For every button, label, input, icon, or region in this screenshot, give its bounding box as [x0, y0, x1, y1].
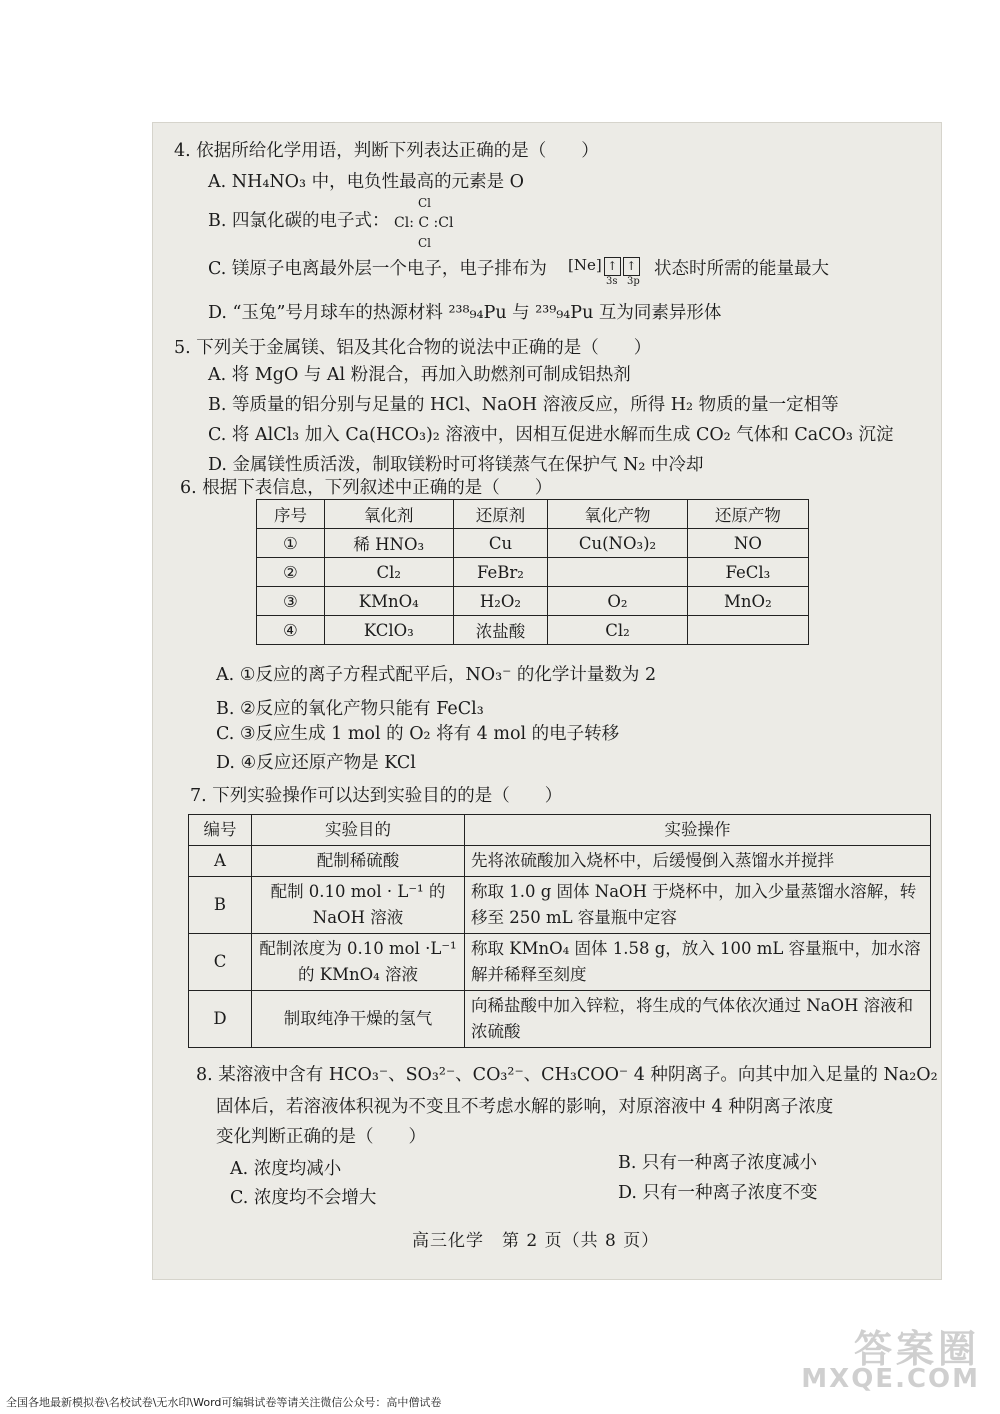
table-cell: KMnO₄	[324, 587, 453, 616]
q8-line-3: 变化判断正确的是（ ）	[216, 1127, 426, 1147]
table-cell: 配制 0.10 mol · L⁻¹ 的 NaOH 溶液	[252, 877, 465, 934]
watermark-site: MXQE.COM	[801, 1364, 980, 1394]
table-cell: ③	[257, 587, 325, 616]
watermark-logo: 答案圈	[853, 1327, 980, 1371]
q8-option-b: B. 只有一种离子浓度减小	[618, 1153, 817, 1173]
orbital-3s-box: ↑	[604, 257, 621, 276]
q8-option-d: D. 只有一种离子浓度不变	[618, 1183, 818, 1203]
bottom-note: 全国各地最新模拟卷\名校试卷\无水印\Word可编辑试卷等请关注微信公众号：高中僧试卷	[6, 1396, 442, 1409]
table-cell: Cl₂	[548, 616, 688, 645]
q4-c-ne: [Ne]	[568, 256, 602, 274]
q6-table	[256, 499, 809, 645]
q8-option-a: A. 浓度均减小	[230, 1159, 342, 1179]
table-cell	[687, 616, 808, 645]
q7-header-cell: 实验操作	[465, 815, 931, 846]
q5-stem: 5. 下列关于金属镁、铝及其化合物的说法中正确的是（ ）	[174, 338, 652, 358]
table-cell: MnO₂	[687, 587, 808, 616]
table-cell: 称取 KMnO₄ 固体 1.58 g，放入 100 mL 容量瓶中，加水溶解并稀释至刻度	[465, 934, 931, 991]
orbital-3p-label: 3p	[627, 276, 640, 287]
table-row	[257, 587, 809, 616]
q8-line-1: 8. 某溶液中含有 HCO₃⁻、SO₃²⁻、CO₃²⁻、CH₃COO⁻ 4 种阴离子。向其中加入足量的 Na₂O₂	[196, 1065, 938, 1085]
table-cell: B	[189, 877, 252, 934]
table-cell: NO	[687, 529, 808, 558]
table-cell: 配制稀硫酸	[252, 846, 465, 877]
table-cell: 称取 1.0 g 固体 NaOH 于烧杯中，加入少量蒸馏水溶解，转移至 250 mL 容量瓶中定容	[465, 877, 931, 934]
table-row	[257, 558, 809, 587]
q4-option-a: A. NH₄NO₃ 中，电负性最高的元素是 O	[208, 172, 524, 192]
table-cell: C	[189, 934, 252, 991]
q6-header-cell: 氧化产物	[548, 500, 688, 529]
table-cell: 配制浓度为 0.10 mol ·L⁻¹ 的 KMnO₄ 溶液	[252, 934, 465, 991]
q5-option-b: B. 等质量的铝分别与足量的 HCl、NaOH 溶液反应，所得 H₂ 物质的量一定相等	[208, 395, 839, 415]
table-cell: FeCl₃	[687, 558, 808, 587]
table-cell	[548, 558, 688, 587]
table-cell: Cu	[453, 529, 548, 558]
table-row	[189, 991, 931, 1048]
page-footer: 高三化学 第 2 页（共 8 页）	[412, 1231, 660, 1251]
q8-line-2: 固体后，若溶液体积视为不变且不考虑水解的影响，对原溶液中 4 种阴离子浓度	[216, 1097, 834, 1117]
orbital-3s-label: 3s	[606, 276, 618, 287]
q5-option-a: A. 将 MgO 与 Al 粉混合，再加入助燃剂可制成铝热剂	[208, 365, 631, 385]
table-row	[257, 529, 809, 558]
q4-option-b-formula: Cl: C :Cl	[394, 215, 454, 231]
table-cell: H₂O₂	[453, 587, 548, 616]
q5-option-d: D. 金属镁性质活泼，制取镁粉时可将镁蒸气在保护气 N₂ 中冷却	[208, 455, 704, 475]
q4-option-c-suffix: 状态时所需的能量最大	[654, 259, 829, 279]
q6-header-cell: 氧化剂	[324, 500, 453, 529]
q7-table	[188, 814, 931, 1048]
table-cell: Cl₂	[324, 558, 453, 587]
table-cell: Cu(NO₃)₂	[548, 529, 688, 558]
table-cell: FeBr₂	[453, 558, 548, 587]
q6-option-c: C. ③反应生成 1 mol 的 O₂ 将有 4 mol 的电子转移	[216, 724, 620, 744]
q7-header-cell: 实验目的	[252, 815, 465, 846]
table-row	[257, 616, 809, 645]
table-row	[189, 877, 931, 934]
orbital-3p-box: ↑	[623, 257, 640, 276]
table-cell: ④	[257, 616, 325, 645]
q6-stem: 6. 根据下表信息，下列叙述中正确的是（ ）	[180, 478, 553, 498]
table-cell: 制取纯净干燥的氢气	[252, 991, 465, 1048]
q4-b-cl-top: Cl	[418, 196, 432, 210]
q6-option-a: A. ①反应的离子方程式配平后，NO₃⁻ 的化学计量数为 2	[216, 665, 657, 685]
q6-table-header	[257, 500, 809, 529]
q7-stem: 7. 下列实验操作可以达到实验目的的是（ ）	[190, 786, 563, 806]
q4-option-c-diagram	[568, 254, 640, 276]
table-row	[189, 846, 931, 877]
q8-option-c: C. 浓度均不会增大	[230, 1188, 377, 1208]
q7-header-cell: 编号	[189, 815, 252, 846]
q5-option-c: C. 将 AlCl₃ 加入 Ca(HCO₃)₂ 溶液中，因相互促进水解而生成 CO₂ 气体和 CaCO₃ 沉淀	[208, 425, 894, 445]
table-cell: 向稀盐酸中加入锌粒，将生成的气体依次通过 NaOH 溶液和浓硫酸	[465, 991, 931, 1048]
q7-table-header	[189, 815, 931, 846]
table-cell: 稀 HNO₃	[324, 529, 453, 558]
table-cell: KClO₃	[324, 616, 453, 645]
q6-option-d: D. ④反应还原产物是 KCl	[216, 753, 416, 773]
q4-option-c-prefix: C. 镁原子电离最外层一个电子，电子排布为	[208, 259, 547, 279]
q6-header-cell: 还原剂	[453, 500, 548, 529]
table-cell: D	[189, 991, 252, 1048]
table-row	[189, 934, 931, 991]
q4-option-b-prefix: B. 四氯化碳的电子式：	[208, 211, 390, 231]
table-cell: ①	[257, 529, 325, 558]
table-cell: 先将浓硫酸加入烧杯中，后缓慢倒入蒸馏水并搅拌	[465, 846, 931, 877]
q4-option-d: D. “玉兔”号月球车的热源材料 ²³⁸₉₄Pu 与 ²³⁹₉₄Pu 互为同素异形体	[208, 303, 722, 323]
q6-header-cell: 还原产物	[687, 500, 808, 529]
table-cell: A	[189, 846, 252, 877]
q4-stem: 4. 依据所给化学用语，判断下列表达正确的是（ ）	[174, 141, 599, 161]
table-cell: 浓盐酸	[453, 616, 548, 645]
q6-header-cell: 序号	[257, 500, 325, 529]
table-cell: ②	[257, 558, 325, 587]
q6-option-b: B. ②反应的氧化产物只能有 FeCl₃	[216, 699, 484, 719]
q4-b-cl-bottom: Cl	[418, 236, 432, 250]
table-cell: O₂	[548, 587, 688, 616]
